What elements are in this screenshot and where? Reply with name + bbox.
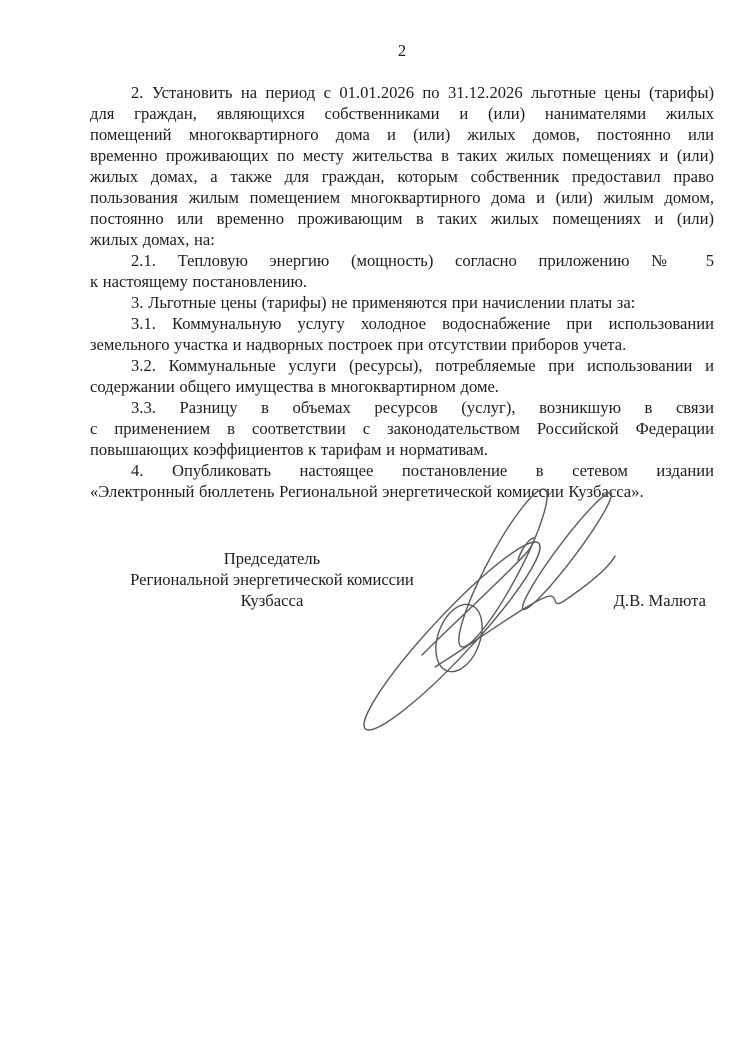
text-line: 2. Установить на период с 01.01.2026 по 31.12.2026 льготные цены (тарифы) <box>131 83 714 102</box>
signature-block <box>90 548 714 611</box>
text-line: 2.1. Тепловую энергию (мощность) согласно приложению № 5 <box>131 251 714 270</box>
text-line: «Электронный бюллетень Региональной энергетической комиссии Кузбасса». <box>90 482 644 501</box>
paragraph-item-3-1 <box>90 313 714 355</box>
text-line: помещений многоквартирного дома и (или) жилых домов, постоянно или <box>90 125 714 144</box>
text-line: жилых домах, а также для граждан, которым собственник предоставил право <box>90 167 714 186</box>
signer-title-line: Региональной энергетической комиссии <box>130 570 414 589</box>
text-line: повышающих коэффициентов к тарифам и нормативам. <box>90 440 488 459</box>
document-body <box>90 40 714 611</box>
text-line: 3.1. Коммунальную услугу холодное водоснабжение при использовании <box>131 314 714 333</box>
text-line: с применением в соответствии с законодательством Российской Федерации <box>90 419 714 438</box>
text-line: пользования жилым помещением многоквартирного дома и (или) жилым домом, <box>90 188 714 207</box>
signer-title <box>114 548 430 611</box>
text-line: к настоящему постановлению. <box>90 272 308 291</box>
paragraph-item-3 <box>90 292 714 313</box>
text-line: постоянно или временно проживающим в таких жилых помещениях и (или) <box>90 209 714 228</box>
paragraph-item-3-3 <box>90 397 714 460</box>
paragraph-item-2-1 <box>90 250 714 292</box>
signer-title-line: Председатель <box>223 549 321 568</box>
text-line: 4. Опубликовать настоящее постановление в сетевом издании <box>131 461 714 480</box>
text-line: для граждан, являющихся собственниками и (или) нанимателями жилых <box>90 104 714 123</box>
text-line: содержании общего имущества в многоквартирном доме. <box>90 377 499 396</box>
text-line: 3. Льготные цены (тарифы) не применяются при начислении платы за: <box>131 293 636 312</box>
signer-name: Д.В. Малюта <box>613 591 706 610</box>
text-line: временно проживающих по месту жительства в таких жилых помещениях и (или) <box>90 146 714 165</box>
page-number: 2 <box>397 41 407 60</box>
text-line: земельного участка и надворных построек при отсутствии приборов учета. <box>90 335 627 354</box>
paragraph-item-2 <box>90 82 714 250</box>
paragraph-item-4 <box>90 460 714 502</box>
paragraph-item-3-2 <box>90 355 714 397</box>
signer-title-line: Кузбасса <box>240 591 304 610</box>
text-line: жилых домах, на: <box>90 230 215 249</box>
text-line: 3.3. Разницу в объемах ресурсов (услуг), возникшую в связи <box>131 398 714 417</box>
text-line: 3.2. Коммунальные услуги (ресурсы), потребляемые при использовании и <box>131 356 714 375</box>
